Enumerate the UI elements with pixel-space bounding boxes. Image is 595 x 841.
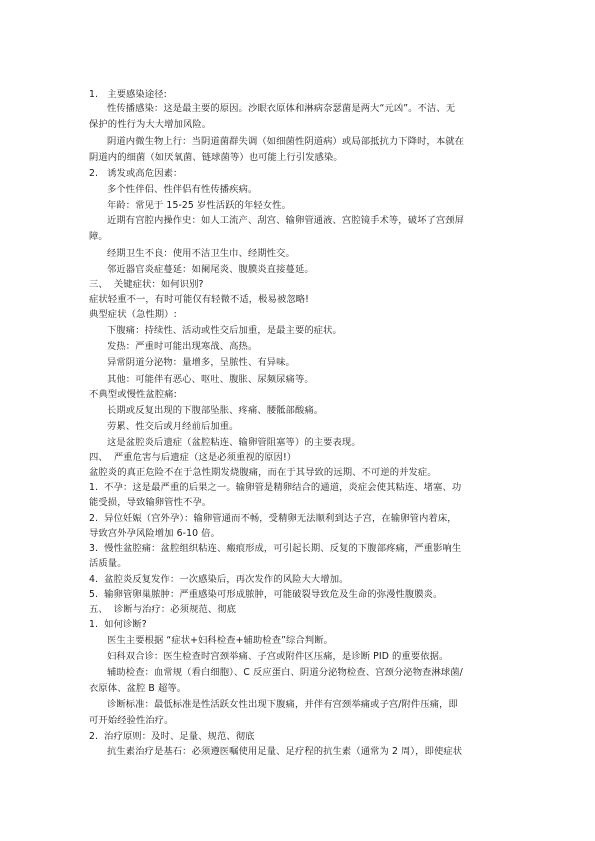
paragraph-line: 辅助检查：血常规（看白细胞）、C 反应蛋白、阴道分泌物检查、宫颈分泌物查淋球菌/	[107, 667, 463, 678]
subheading: 典型症状（急性期）:	[89, 309, 177, 320]
paragraph-line: 盆腔炎的真正危险不在于急性期发烧腹痛，而在于其导致的远期、不可逆的并发症。	[89, 467, 437, 478]
section-heading: 五、 诊断与治疗：必须规范、彻底	[89, 604, 237, 615]
section-heading: 1. 主要感染途径:	[89, 89, 167, 100]
paragraph-line: 年龄：常见于 15-25 岁性活跃的年轻女性。	[107, 200, 291, 211]
paragraph-line: 症状轻重不一，有时可能仅有轻微不适，极易被忽略!	[89, 294, 309, 305]
list-item: 4. 盆腔炎反复发作：一次感染后，再次发作的风险大大增加。	[89, 574, 349, 585]
section-heading: 三、 关键症状：如何识别?	[89, 279, 204, 290]
list-item: 1. 如何诊断?	[89, 619, 147, 630]
section-heading: 2. 诱发或高危因素：	[89, 168, 183, 179]
paragraph-line: 阴道内微生物上行：当阴道菌群失调（如细菌性阴道病）或局部抵抗力下降时，本就在	[107, 136, 465, 147]
list-item: 2. 异位妊娠（宫外孕）：输卵管通而不畅，受精卵无法顺利到达子宫，在输卵管内着床，	[89, 513, 457, 524]
paragraph-line: 阴道内的细菌（如厌氧菌、链球菌等）也可能上行引发感染。	[89, 152, 343, 163]
paragraph-line: 抗生素治疗是基石：必须遵医嘱使用足量、足疗程的抗生素（通常为 2 周），即使症状	[107, 746, 463, 757]
paragraph-line: 可开始经验性治疗。	[89, 715, 174, 726]
paragraph-line: 邻近器官炎症蔓延：如阑尾炎、腹膜炎直接蔓延。	[107, 264, 314, 275]
paragraph-line: 发热：严重时可能出现寒战、高热。	[107, 341, 258, 352]
paragraph-line: 劳累、性交后或月经前后加重。	[107, 421, 239, 432]
list-item: 5. 输卵管卵巢脓肿：严重感染可形成脓肿，可能破裂导致危及生命的弥漫性腹膜炎。	[89, 589, 443, 600]
paragraph-line: 异常阴道分泌物：量增多，呈脓性、有异味。	[107, 357, 295, 368]
paragraph-line: 障。	[89, 231, 108, 242]
paragraph-line: 多个性伴侣、性伴侣有性传播疾病。	[107, 184, 258, 195]
paragraph-line: 医生主要根据 “症状+妇科检查+辅助检查”综合判断。	[107, 635, 334, 646]
paragraph-line: 长期或反复出现的下腹部坠胀、疼痛、腰骶部酸痛。	[107, 405, 324, 416]
paragraph-line: 诊断标准：最低标准是性活跃女性出现下腹痛，并伴有宫颈举痛或子宫/附件压痛，即	[107, 699, 458, 710]
subheading: 不典型或慢性盆腔痛:	[89, 389, 177, 400]
paragraph-line: 性传播感染：这是最主要的原因。沙眼衣原体和淋病奈瑟菌是两大“元凶”。不洁、无	[107, 103, 456, 114]
paragraph-line: 衣原体、盆腔 B 超等。	[89, 683, 187, 694]
paragraph-line: 导致宫外孕风险增加 6-10 倍。	[89, 528, 220, 539]
paragraph-line: 这是盆腔炎后遗症（盆腔粘连、输卵管阻塞等）的主要表现。	[107, 437, 361, 448]
list-item: 3. 慢性盆腔痛：盆腔组织粘连、瘢痕形成，可引起长期、反复的下腹部疼痛，严重影响生	[89, 543, 462, 554]
paragraph-line: 经期卫生不良：使用不洁卫生巾、经期性交。	[107, 248, 295, 259]
paragraph-line: 活质量。	[89, 558, 127, 569]
paragraph-line: 妇科双合诊：医生检查时宫颈举痛、子宫或附件区压痛，是诊断 PID 的重要依据。	[107, 651, 449, 662]
paragraph-line: 下腹痛：持续性、活动或性交后加重，是最主要的症状。	[107, 325, 342, 336]
paragraph-line: 其他：可能伴有恶心、呕吐、腹胀、尿频尿痛等。	[107, 374, 314, 385]
list-item: 2. 治疗原则：及时、足量、规范、彻底	[89, 731, 255, 742]
paragraph-line: 保护的性行为大大增加风险。	[89, 119, 212, 130]
paragraph-line: 近期有宫腔内操作史：如人工流产、刮宫、输卵管通液、宫腔镜手术等，破坏了宫颈屏	[107, 215, 465, 226]
paragraph-line: 能受损，导致输卵管性不孕。	[89, 497, 212, 508]
section-heading: 四、 严重危害与后遗症（这是必须重视的原因!）	[89, 452, 297, 463]
list-item: 1. 不孕：这是最严重的后果之一。输卵管是精卵结合的通道，炎症会使其粘连、堵塞、功	[89, 482, 462, 493]
